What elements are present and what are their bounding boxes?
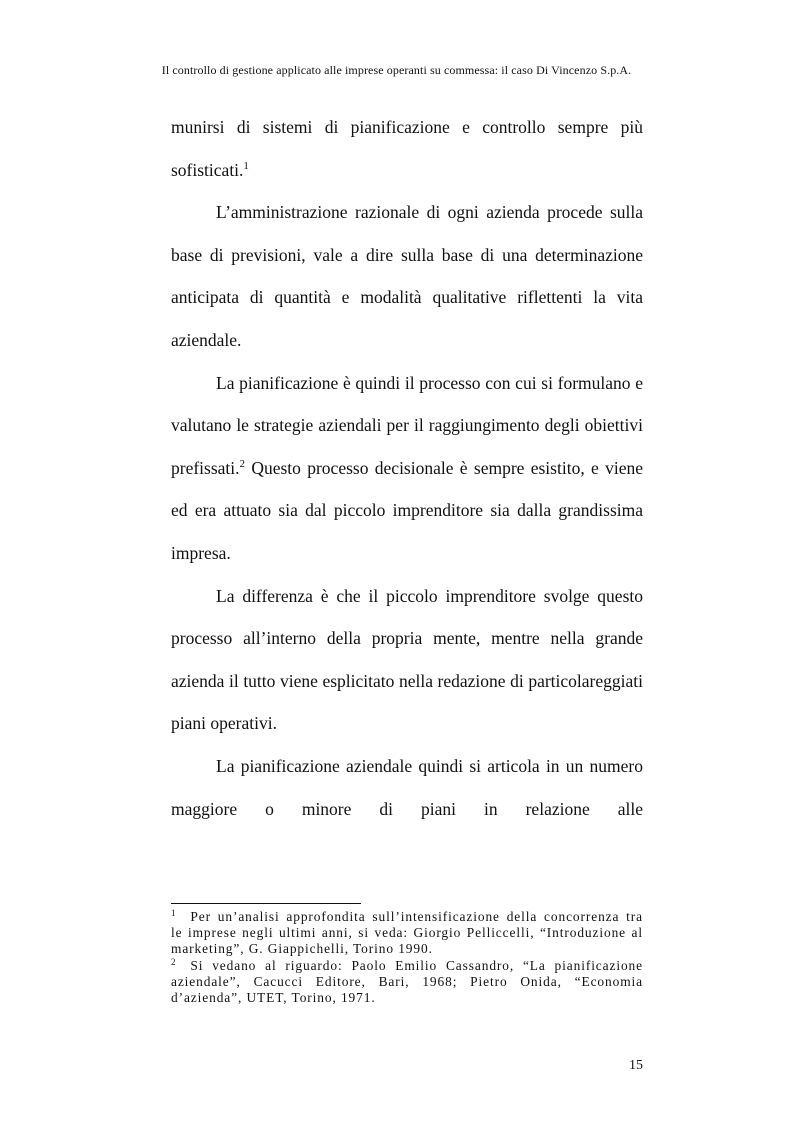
footnote-1-marker: 1 [171, 908, 177, 918]
paragraph-3 [171, 362, 643, 575]
paragraph-1-text: munirsi di sistemi di pianificazione e controllo sempre più sofisticati. [171, 117, 643, 180]
paragraph-4: La differenza è che il piccolo imprenditore svolge questo processo all’interno della propria mente, mentre nella grande azienda il tutto viene esplicitato nella redazione di particolareggiati piani operativi. [171, 585, 643, 734]
paragraph-2: L’amministrazione razionale di ogni azienda procede sulla base di previsioni, vale a dire sulla base di una determinazione anticipata di quantità e modalità qualitative riflettenti la vita aziendale. [171, 202, 643, 350]
footnote-1-text: Per un’analisi approfondita sull’intensificazione della concorrenza tra le imprese negli ultimi anni, si veda: Giorgio Pelliccelli, “Introduzione al marketing”, G. Giappichelli, Torino 1990. [171, 909, 643, 957]
paragraph-1 [171, 106, 643, 191]
footnote-ref-2: 2 [239, 457, 246, 470]
footnote-2 [171, 958, 643, 1007]
running-header: Il controllo di gestione applicato alle imprese operanti su commessa: il caso Di Vincenzo S.p.A. [161, 63, 632, 77]
paragraph-3-text-b: Questo processo decisionale è sempre esistito, e viene ed era attuato sia dal piccolo imprenditore sia dalla grandissima impresa. [171, 457, 643, 563]
footnote-1 [171, 909, 643, 958]
body-text [171, 106, 643, 830]
footnote-separator [171, 903, 361, 904]
footnote-2-marker: 2 [171, 956, 177, 967]
paragraph-5: La pianificazione aziendale quindi si articola in un numero maggiore o minore di piani in relazione alle [171, 755, 643, 819]
footnote-2-text: Si vedano al riguardo: Paolo Emilio Cassandro, “La pianificazione aziendale”, Cacucci Editore, Bari, 1968; Pietro Onida, “Economia d’azienda”, UTET, Torino, 1971. [171, 957, 643, 1006]
footnotes [171, 909, 643, 1006]
page-number: 15 [629, 1058, 643, 1073]
footnote-ref-1: 1 [243, 159, 249, 172]
paragraph-3-text-a: La pianificazione è quindi il processo con cui si formulano e valutano le strategie aziendali per il raggiungimento degli obiettivi prefissati. [171, 372, 643, 478]
